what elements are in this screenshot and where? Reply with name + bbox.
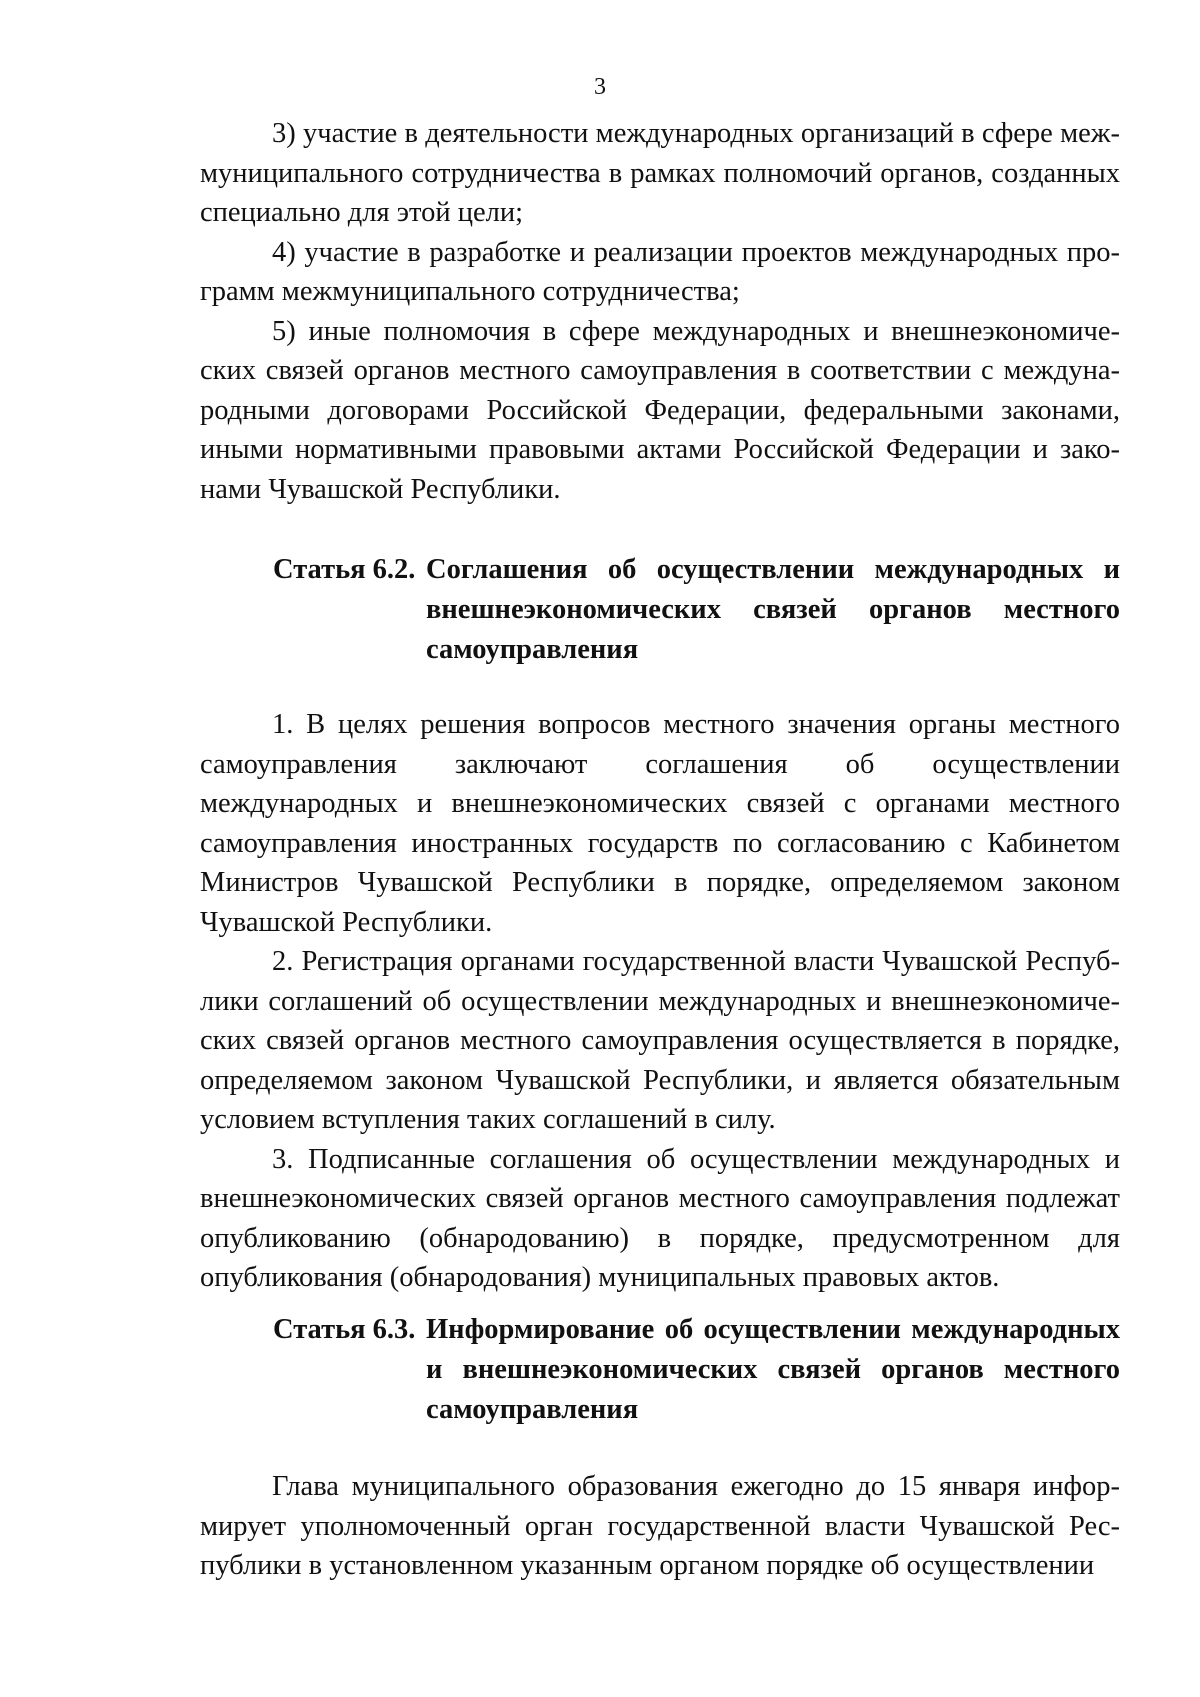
article-number: Статья 6.3.	[273, 1314, 416, 1345]
paragraph: Глава муниципального образования ежегодно до 15 января информирует уполномоченный орган государственной власти Чувашской Республики в установленном указанным органом порядке об осуществлении	[200, 1471, 1120, 1581]
paragraph: 2. Регистрация органами государственной власти Чувашской Республики соглашений об осуществлении международных и внешнеэкономических связей органов местного самоуправления осуществляется в порядке, определяемом законом Чувашской Республики, и является обязательным условием вступления таких соглашений в силу.	[200, 946, 1120, 1135]
article-number: Статья 6.2.	[273, 554, 416, 585]
article-title: Соглашения об осуществлении международных и внешнеэкономических связей органов местного самоуправления	[426, 554, 1120, 665]
article-6-3-heading	[273, 1310, 1120, 1430]
paragraph: 3) участие в деятельности международных организаций в сфере межмуниципального сотрудничества в рамках полномочий органов, созданных специально для этой цели;	[200, 118, 1120, 228]
article-6-2-body	[200, 705, 1120, 1298]
paragraph: 1. В целях решения вопросов местного значения органы местного самоуправления заключают соглашения об осуществлении международных и внешнеэкономических связей с органами местного самоуправления иностранных государств по согласованию с Кабинетом Министров Чувашской Республики в порядке, определяемом законом Чувашской Республики.	[200, 709, 1120, 938]
page-number: 3	[594, 74, 606, 100]
paragraph: 5) иные полномочия в сфере международных и внешнеэкономических связей органов местного самоуправления в соответствии с международными договорами Российской Федерации, федеральными законами, иными нормативными правовыми актами Российской Федерации и законами Чувашской Республики.	[200, 315, 1120, 505]
article-6-3-body	[200, 1467, 1120, 1586]
article-title: Информирование об осуществлении международных и внешнеэкономических связей органов местного самоуправления	[426, 1314, 1120, 1425]
paragraph: 4) участие в разработке и реализации проектов международных программ межмуниципального сотрудничества;	[200, 236, 1120, 307]
article-6-2-heading	[273, 550, 1120, 670]
paragraph: 3. Подписанные соглашения об осуществлении международных и внешнеэкономических связей органов местного самоуправления подлежат опубликованию (обнародованию) в порядке, предусмотренном для опубликования (обнародования) муниципальных правовых актов.	[200, 1143, 1120, 1293]
article-6-1-continuation	[200, 114, 1120, 509]
